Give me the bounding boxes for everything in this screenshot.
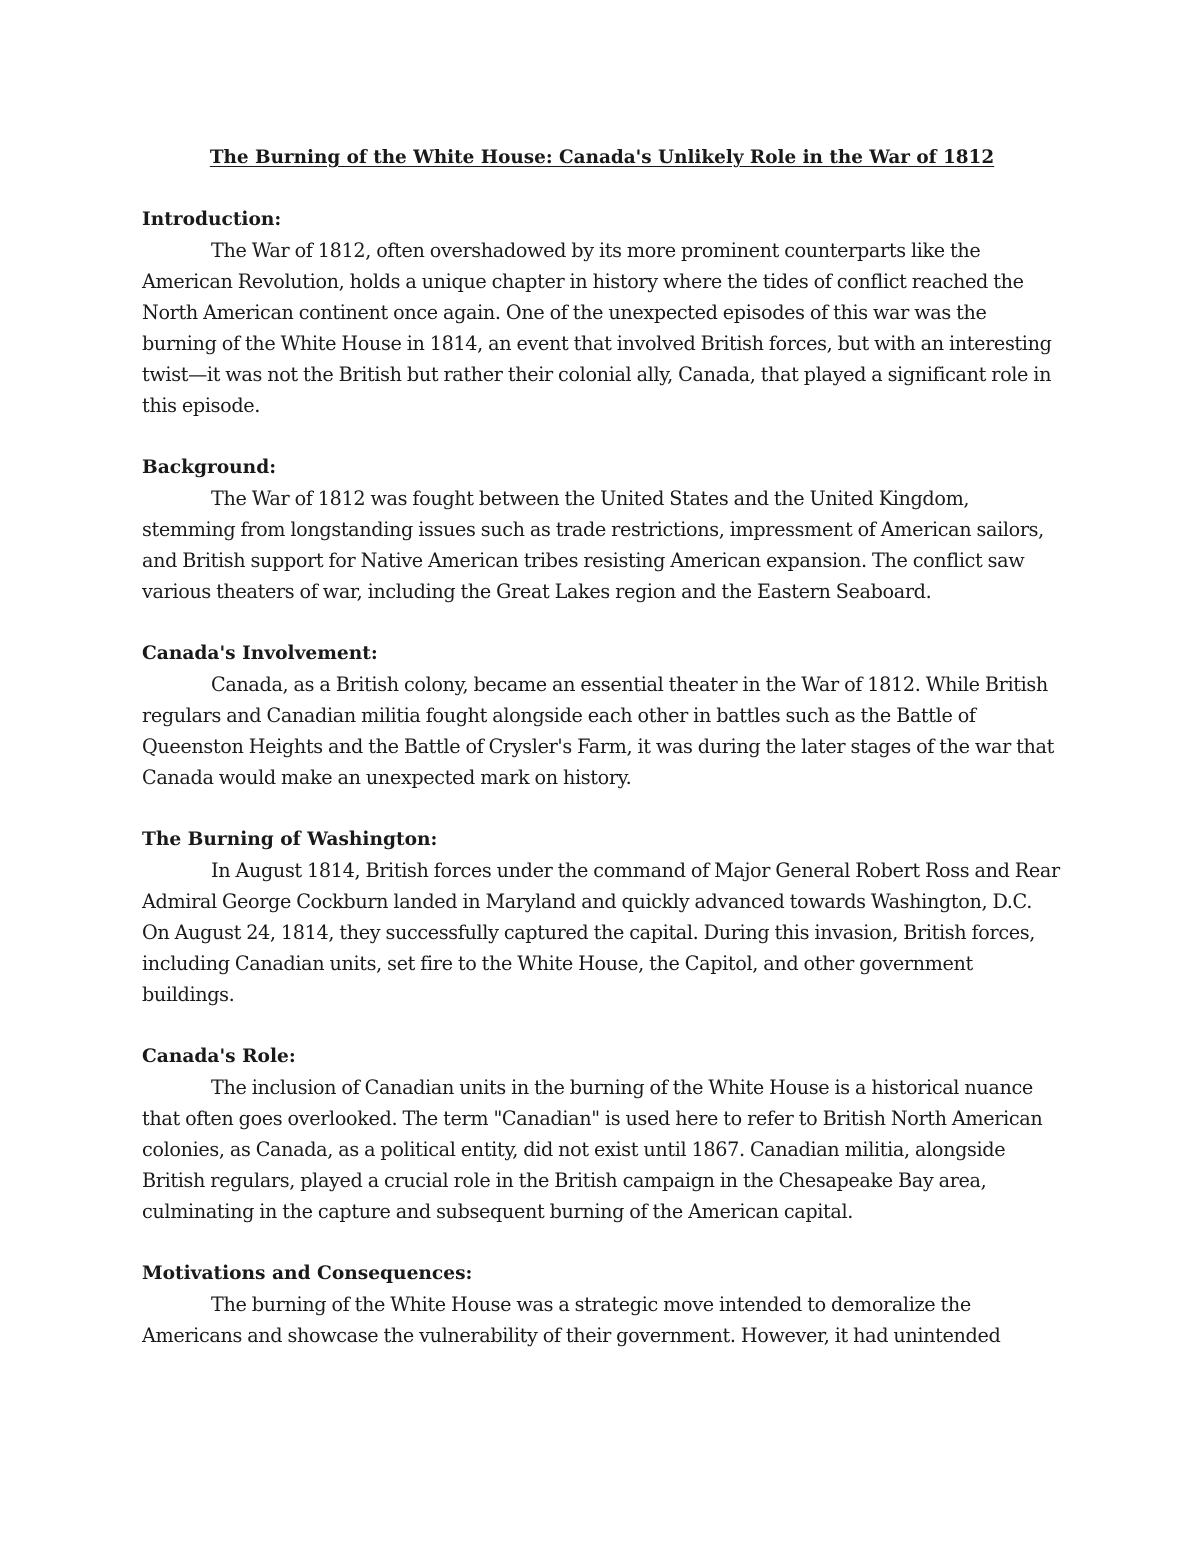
section-heading: The Burning of Washington: xyxy=(142,829,438,850)
section-motivations-and-consequences xyxy=(142,1258,1062,1351)
document-title: The Burning of the White House: Canada's Unlikely Role in the War of 1812 xyxy=(209,147,995,168)
section-heading: Background: xyxy=(142,457,277,478)
section-heading: Canada's Role: xyxy=(142,1046,296,1067)
section-paragraph: Canada, as a British colony, became an essential theater in the War of 1812. While British regulars and Canadian militia fought alongside each other in battles such as the Battle of Queenston Heights and the Battle of Crysler's Farm, it was during the later stages of the war that Canada would make an unexpected mark on history. xyxy=(142,673,1054,789)
section-paragraph: The War of 1812 was fought between the United States and the United Kingdom, stemming from longstanding issues such as trade restrictions, impressment of American sailors, and British support for Native American tribes resisting American expansion. The conflict saw various theaters of war, including the Great Lakes region and the Eastern Seaboard. xyxy=(142,487,1044,603)
section-canadas-role xyxy=(142,1041,1062,1227)
section-paragraph: The War of 1812, often overshadowed by its more prominent counterparts like the American Revolution, holds a unique chapter in history where the tides of conflict reached the North American continent once again. One of the unexpected episodes of this war was the burning of the White House in 1814, an event that involved British forces, but with an interesting twist—it was not the British but rather their colonial ally, Canada, that played a significant role in this episode. xyxy=(142,239,1052,417)
section-introduction xyxy=(142,204,1062,421)
section-burning-of-washington xyxy=(142,824,1062,1010)
section-heading: Motivations and Consequences: xyxy=(142,1263,473,1284)
section-paragraph: The burning of the White House was a strategic move intended to demoralize the Americans and showcase the vulnerability of their government. However, it had unintended xyxy=(142,1293,1001,1347)
section-paragraph: In August 1814, British forces under the command of Major General Robert Ross and Rear Admiral George Cockburn landed in Maryland and quickly advanced towards Washington, D.C. On August 24, 1814, they successfully captured the capital. During this invasion, British forces, including Canadian units, set fire to the White House, the Capitol, and other government buildings. xyxy=(142,859,1060,1006)
section-paragraph: The inclusion of Canadian units in the burning of the White House is a historical nuance that often goes overlooked. The term "Canadian" is used here to refer to British North American colonies, as Canada, as a political entity, did not exist until 1867. Canadian militia, alongside British regulars, played a crucial role in the British campaign in the Chesapeake Bay area, culminating in the capture and subsequent burning of the American capital. xyxy=(142,1076,1043,1223)
section-background xyxy=(142,452,1062,607)
section-canadas-involvement xyxy=(142,638,1062,793)
section-heading: Canada's Involvement: xyxy=(142,643,378,664)
section-heading: Introduction: xyxy=(142,209,282,230)
document-page xyxy=(142,142,1062,1382)
